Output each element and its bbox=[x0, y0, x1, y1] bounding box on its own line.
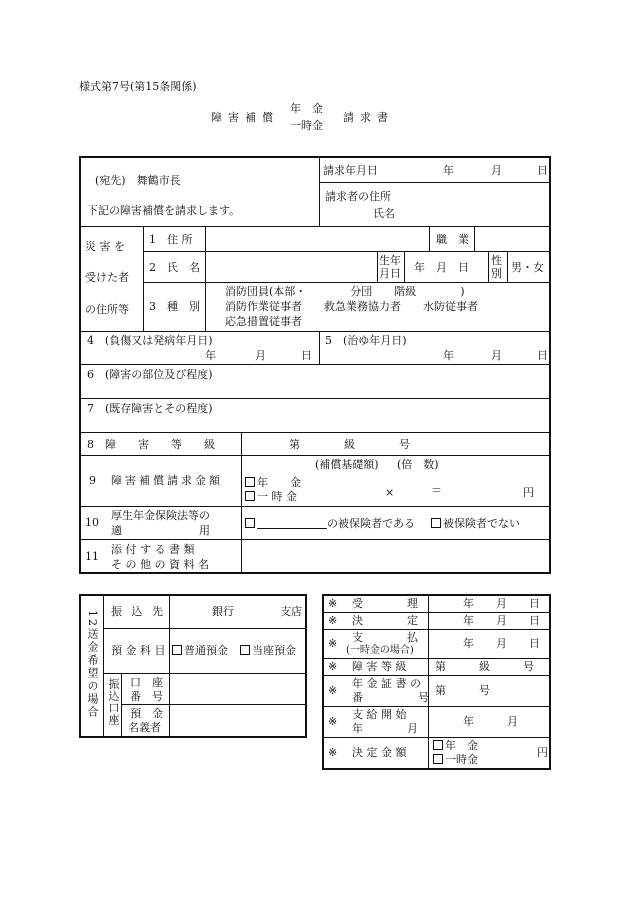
lump-sum-checkbox[interactable] bbox=[245, 491, 255, 501]
paid-mark: ※ bbox=[328, 637, 338, 650]
multiplier-label: (倍 数) bbox=[397, 458, 439, 471]
row10-number: 10 bbox=[85, 516, 99, 529]
transfer-to-label: 振 込 先 bbox=[111, 605, 166, 618]
account-type-label: 預 金 科 目 bbox=[111, 644, 166, 657]
received-date-input[interactable] bbox=[429, 596, 549, 613]
day-label: 日 bbox=[537, 164, 548, 177]
decided-date-input[interactable] bbox=[429, 613, 549, 630]
received-label: 受 理 bbox=[352, 597, 418, 610]
victim-label-1: 災 害 を bbox=[85, 240, 125, 253]
attachments-input[interactable] bbox=[241, 540, 551, 574]
sex-value: 男・女 bbox=[511, 261, 544, 274]
victim-label-2: 受けた者 bbox=[85, 271, 129, 284]
title-top: 年 金 bbox=[290, 102, 323, 115]
pension-law-field bbox=[241, 507, 551, 539]
recovery-month: 月 bbox=[491, 349, 502, 362]
attachments-label-1: 添 付 す る 書 類 bbox=[111, 543, 195, 556]
start-label-2: 年 月 bbox=[352, 722, 418, 735]
savings-option: 普通預金 bbox=[184, 644, 228, 657]
address-label: 1 住 所 bbox=[149, 233, 193, 246]
form-number: 様式第7号(第15条関係) bbox=[79, 80, 197, 93]
start-value: 年 月 bbox=[463, 715, 518, 728]
injury-year: 年 bbox=[205, 349, 216, 362]
account-number-input[interactable] bbox=[170, 674, 305, 705]
existing-disability-field[interactable] bbox=[81, 399, 551, 432]
bank-transfer-form bbox=[79, 594, 307, 738]
recovery-year: 年 bbox=[443, 349, 454, 362]
account-type-field bbox=[170, 629, 305, 674]
decided-date: 年 月 日 bbox=[463, 614, 540, 627]
claimant-field[interactable] bbox=[319, 182, 551, 226]
cert-mark: ※ bbox=[328, 684, 338, 697]
birth-label-1: 生年 bbox=[379, 254, 401, 267]
cert-label-2: 番 号 bbox=[352, 691, 429, 704]
occupation-input[interactable] bbox=[474, 227, 551, 251]
name-row bbox=[143, 252, 551, 283]
row9-number: 9 bbox=[89, 474, 96, 487]
injury-date-label: 4 (負傷又は発病年月日) bbox=[87, 334, 213, 347]
checking-checkbox[interactable] bbox=[240, 645, 250, 655]
type-line2[interactable]: 消防作業従事者 救急業務協力者 水防従事者 bbox=[225, 300, 478, 313]
claim-amount-label: 障害補償請求金額 bbox=[111, 474, 223, 487]
insured-no-checkbox[interactable] bbox=[431, 518, 441, 528]
insured-yes-checkbox[interactable] bbox=[245, 518, 255, 528]
sex-label-1: 性 bbox=[491, 254, 502, 267]
office-grade-value: 第 級 号 bbox=[435, 660, 534, 673]
office-grade-input[interactable] bbox=[429, 659, 549, 676]
account-holder-input[interactable] bbox=[170, 705, 305, 736]
birth-date-input[interactable] bbox=[404, 252, 488, 282]
type-line1[interactable]: 消防団員(本部・ 分団 階級 ) bbox=[225, 285, 465, 298]
existing-disability-label: 7 (既存障害とその程度) bbox=[87, 402, 213, 415]
month-label: 月 bbox=[491, 164, 502, 177]
lump-sum-option: 一 時 金 bbox=[257, 490, 297, 503]
transfer-account-label: 振込口座 bbox=[107, 678, 120, 726]
amount-mark: ※ bbox=[328, 746, 338, 759]
injury-month: 月 bbox=[255, 349, 266, 362]
start-date-input[interactable] bbox=[429, 707, 549, 738]
office-grade-label: 障 害 等 級 bbox=[352, 660, 407, 673]
pension-option: 年 金 bbox=[257, 476, 301, 489]
name-input[interactable] bbox=[205, 252, 377, 282]
amount-pension-checkbox[interactable] bbox=[433, 740, 443, 750]
paid-date: 年 月 日 bbox=[463, 637, 540, 650]
type-label: 3 種 別 bbox=[149, 300, 200, 313]
birth-label-2: 月日 bbox=[379, 267, 401, 280]
claimant-name-label: 氏名 bbox=[373, 207, 395, 220]
claim-date-field[interactable] bbox=[319, 158, 551, 183]
office-use-form bbox=[322, 594, 551, 770]
equals-sign: ＝ bbox=[431, 484, 442, 497]
address-row bbox=[143, 227, 551, 252]
insured-no-label: 被保険者でない bbox=[443, 517, 520, 530]
account-number-label-1: 口 座 bbox=[130, 676, 163, 689]
paid-sub-label: (一時金の場合) bbox=[346, 645, 414, 656]
injury-day: 日 bbox=[301, 349, 312, 362]
amount-lump-option: 一時金 bbox=[445, 753, 478, 766]
address-input[interactable] bbox=[205, 227, 429, 251]
grade-input[interactable] bbox=[241, 433, 551, 455]
addressee-block bbox=[81, 158, 320, 226]
amount-lump-checkbox[interactable] bbox=[433, 754, 443, 764]
insurance-name-input[interactable] bbox=[257, 517, 327, 529]
holder-label-1: 預 金 bbox=[130, 707, 163, 720]
attachments-label-2: そ の 他 の 資 料 名 bbox=[111, 558, 209, 571]
disability-label: 6 (障害の部位及び程度) bbox=[87, 368, 213, 381]
base-amount-label: (補償基礎額) bbox=[315, 458, 379, 471]
holder-label-2: 名義者 bbox=[128, 721, 161, 734]
year-label: 年 bbox=[443, 164, 454, 177]
addressee: (宛先) 舞鶴市長 bbox=[95, 174, 181, 187]
paid-date-input[interactable] bbox=[429, 630, 549, 659]
recovery-day: 日 bbox=[537, 349, 548, 362]
disability-field[interactable] bbox=[81, 365, 551, 398]
received-date: 年 月 日 bbox=[463, 597, 540, 610]
pension-law-label-2: 適 用 bbox=[111, 524, 210, 537]
pension-checkbox[interactable] bbox=[245, 477, 255, 487]
main-form bbox=[79, 156, 551, 574]
grade-value: 第 級 号 bbox=[289, 438, 410, 451]
received-mark: ※ bbox=[328, 597, 338, 610]
injury-date-field[interactable] bbox=[81, 332, 320, 364]
victim-label-cell bbox=[81, 227, 144, 331]
birth-date: 年 月 日 bbox=[414, 261, 469, 274]
amount-label: 決 定 金 額 bbox=[352, 746, 407, 759]
bank-section-label: 12送金希望の場合 bbox=[86, 610, 99, 719]
type-row bbox=[143, 283, 551, 331]
amount-pension-option: 年 金 bbox=[445, 739, 478, 752]
branch-suffix: 支店 bbox=[280, 605, 302, 618]
title-right: 請求書 bbox=[343, 111, 394, 124]
title-bottom: 一時金 bbox=[290, 119, 323, 132]
paid-label: 支 払 bbox=[352, 631, 418, 644]
amount-field bbox=[429, 738, 549, 768]
claimant-address-label: 請求者の住所 bbox=[325, 190, 391, 203]
cert-label-1: 年 金 証 書 の bbox=[352, 677, 421, 690]
bank-suffix: 銀行 bbox=[212, 605, 234, 618]
checking-option: 当座預金 bbox=[252, 644, 296, 657]
type-line3[interactable]: 応急措置従事者 bbox=[225, 315, 302, 328]
cert-number-input[interactable] bbox=[429, 676, 549, 707]
times-sign: × bbox=[385, 486, 395, 499]
recovery-date-field[interactable] bbox=[319, 332, 551, 364]
sex-select[interactable] bbox=[507, 252, 551, 282]
start-label-1: 支 給 開 始 bbox=[352, 708, 407, 721]
decided-label: 決 定 bbox=[352, 614, 418, 627]
grade-label: 8 障 害 等 級 bbox=[87, 438, 215, 451]
insured-yes-label: の被保険者である bbox=[327, 517, 415, 530]
occupation-label: 職 業 bbox=[436, 233, 469, 246]
title-left: 障害補償 bbox=[211, 111, 279, 124]
claim-amount-field[interactable] bbox=[241, 456, 551, 506]
victim-label-3: の住所等 bbox=[85, 303, 129, 316]
cert-value: 第 号 bbox=[435, 684, 490, 697]
name-label: 2 氏 名 bbox=[149, 261, 200, 274]
pension-law-label-1: 厚生年金保険法等の bbox=[111, 509, 210, 522]
decided-mark: ※ bbox=[328, 614, 338, 627]
statement: 下記の障害補償を請求します。 bbox=[87, 204, 241, 217]
start-mark: ※ bbox=[328, 715, 338, 728]
yen-label: 円 bbox=[523, 486, 534, 499]
account-number-label-2: 番 号 bbox=[130, 690, 163, 703]
grade-mark: ※ bbox=[328, 660, 338, 673]
amount-yen: 円 bbox=[537, 746, 548, 759]
recovery-date-label: 5 (治ゆ年月日) bbox=[325, 334, 407, 347]
claim-date-label: 請求年月日 bbox=[323, 164, 378, 177]
sex-label-2: 別 bbox=[491, 267, 502, 280]
savings-checkbox[interactable] bbox=[172, 645, 182, 655]
row11-number: 11 bbox=[85, 550, 99, 563]
bank-name-input[interactable] bbox=[170, 596, 305, 629]
